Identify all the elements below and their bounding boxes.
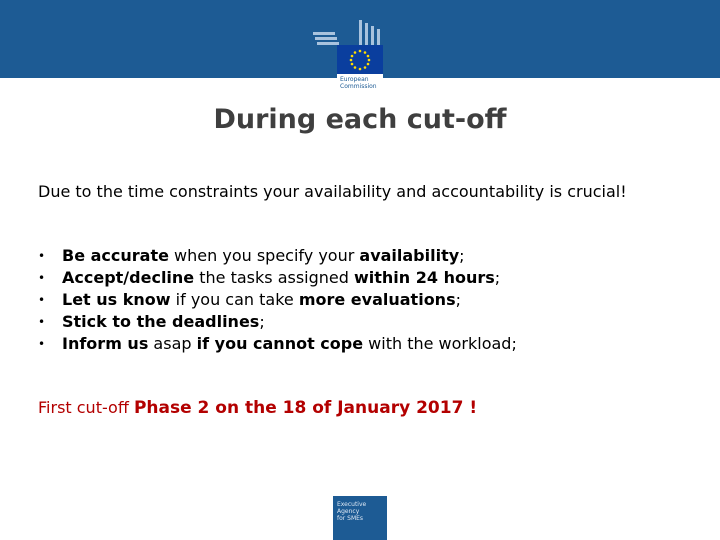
bullet-text: ; bbox=[455, 290, 461, 309]
eu-stars-icon bbox=[337, 45, 383, 75]
footer-logo-line-2: Agency bbox=[337, 508, 360, 515]
bullet-text: asap bbox=[148, 334, 197, 353]
easme-logo bbox=[333, 496, 387, 540]
cutoff-label: First cut-off bbox=[38, 398, 134, 417]
bullet-text: if you can take bbox=[170, 290, 299, 309]
bullet-text: with the workload; bbox=[363, 334, 517, 353]
bullet-bold: if you cannot cope bbox=[196, 334, 364, 353]
logo-text bbox=[337, 74, 383, 96]
bullet-bold: Let us know bbox=[62, 290, 171, 309]
bullet-bold: within 24 hours bbox=[354, 268, 495, 287]
logo-line-1: European bbox=[340, 76, 369, 83]
bullet-bold: Be accurate bbox=[62, 246, 169, 265]
bullet-text: ; bbox=[494, 268, 501, 287]
bullet-list bbox=[38, 245, 698, 355]
list-item bbox=[38, 289, 698, 311]
footer-logo-line-3: for SMEs bbox=[337, 515, 364, 522]
list-item bbox=[38, 245, 698, 267]
bullet-bold: availability bbox=[359, 246, 460, 265]
bullet-text: ; bbox=[459, 246, 465, 265]
intro-paragraph: Due to the time constraints your availability and accountability is crucial! bbox=[38, 182, 627, 201]
list-item bbox=[38, 267, 698, 289]
bullet-bold: Inform us bbox=[62, 334, 149, 353]
bullet-bold: Accept/decline bbox=[62, 268, 195, 287]
bullet-icon: • bbox=[38, 271, 46, 285]
bullet-text: when you specify your bbox=[168, 246, 360, 265]
bullet-text: ; bbox=[259, 312, 265, 331]
bullet-icon: • bbox=[38, 337, 46, 351]
cutoff-notice bbox=[38, 397, 698, 419]
bullet-bold: more evaluations bbox=[298, 290, 456, 309]
cutoff-emphasis: Phase 2 on the 18 of January 2017 ! bbox=[133, 398, 478, 418]
list-item bbox=[38, 311, 698, 333]
bullet-icon: • bbox=[38, 315, 46, 329]
european-commission-logo bbox=[311, 18, 383, 98]
bullet-text: the tasks assigned bbox=[194, 268, 354, 287]
bullet-icon: • bbox=[38, 293, 46, 307]
logo-line-2: Commission bbox=[340, 83, 377, 90]
list-item bbox=[38, 333, 698, 355]
commission-building-icon bbox=[311, 18, 383, 48]
bullet-bold: Stick to the deadlines bbox=[62, 312, 260, 331]
bullet-icon: • bbox=[38, 249, 46, 263]
footer-logo-line-1: Executive bbox=[337, 501, 367, 508]
page-title: During each cut-off bbox=[213, 104, 507, 135]
